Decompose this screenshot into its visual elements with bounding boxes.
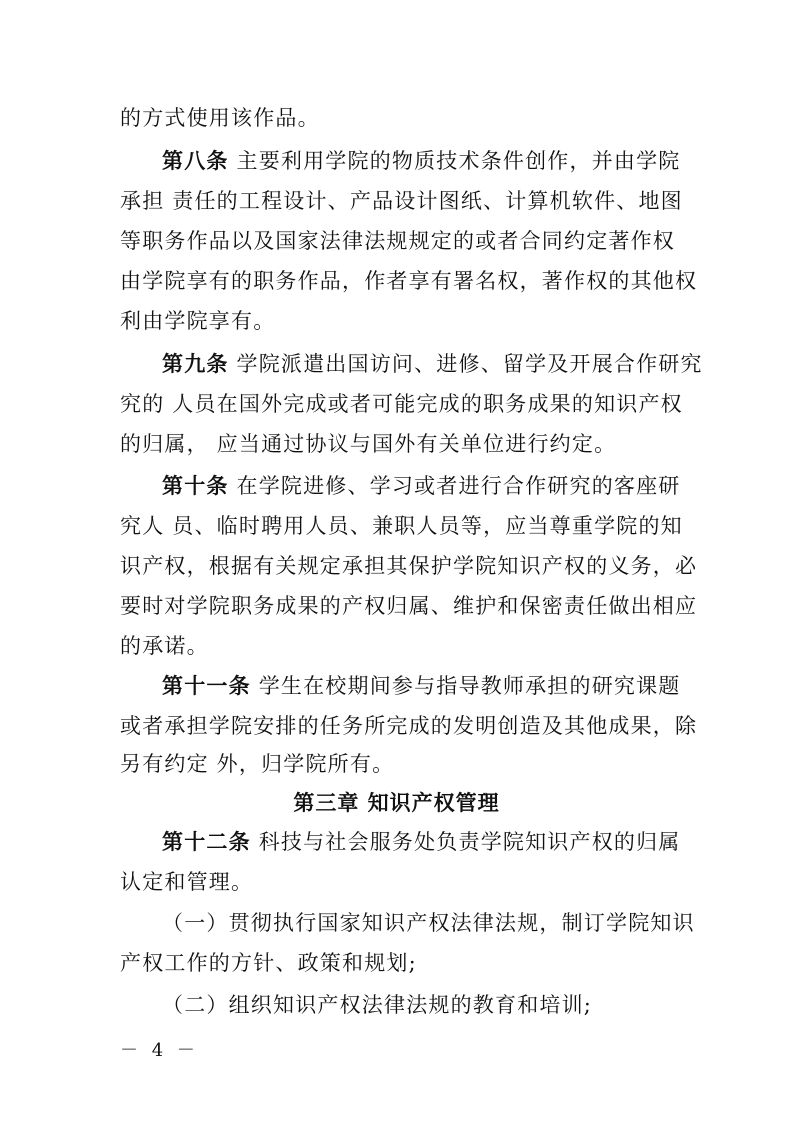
article-12-first-line — [162, 822, 680, 862]
line-text: 或者承担学院安排的任务所完成的发明创造及其他成果，除 — [120, 714, 698, 738]
list-item — [162, 903, 695, 943]
line-text: 的承诺。 — [120, 634, 209, 658]
line-text: 主要利用学院的物质技术条件创作，并由学院 — [236, 149, 681, 173]
text-line — [120, 506, 683, 546]
article-10-first-line — [162, 466, 680, 506]
chapter-title: 第三章 知识产权管理 — [293, 791, 500, 815]
line-text: 科技与社会服务处负责学院知识产权的归属 — [258, 830, 681, 854]
line-text: 产权工作的方针、政策和规划; — [120, 951, 417, 975]
line-text: 的方式使用该作品。 — [120, 106, 320, 130]
text-line — [120, 424, 680, 464]
line-text: （一）贯彻执行国家知识产权法律法规，制订学院知识 — [162, 911, 695, 935]
line-text: 究人 员、临时聘用人员、兼职人员等，应当尊重学院的知 — [120, 514, 683, 538]
text-line — [120, 744, 680, 784]
text-line — [120, 261, 698, 301]
line-text: 学生在校期间参与指导教师承担的研究课题 — [258, 674, 681, 698]
line-text: 学院派遣出国访问、进修、留学及开展合作研究 — [236, 352, 703, 376]
text-line — [120, 706, 698, 746]
article-9-label: 第九条 — [162, 352, 229, 376]
line-text: （二）组织知识产权法律法规的教育和培训; — [162, 993, 593, 1017]
article-8-label: 第八条 — [162, 149, 229, 173]
line-text: 在学院进修、学习或者进行合作研究的客座研 — [236, 474, 681, 498]
line-text: 的归属， 应当通过协议与国外有关单位进行约定。 — [120, 432, 617, 456]
text-line — [120, 301, 680, 341]
text-line — [120, 586, 698, 626]
text-line — [120, 384, 683, 424]
line-text: 利由学院享有。 — [120, 309, 276, 333]
text-line — [120, 221, 680, 261]
line-text: 由学院享有的职务作品，作者享有署名权，著作权的其他权 — [120, 269, 698, 293]
text-line — [120, 943, 680, 983]
article-12-label: 第十二条 — [162, 830, 251, 854]
article-8-first-line — [162, 141, 680, 181]
list-item — [162, 985, 680, 1025]
line-text: 认定和管理。 — [120, 870, 254, 894]
line-text: 另有约定 外，归学院所有。 — [120, 752, 395, 776]
page-number: － 4 － — [120, 1040, 199, 1061]
line-text: 究的 人员在国外完成或者可能完成的职务成果的知识产权 — [120, 392, 683, 416]
line-text: 要时对学院职务成果的产权归属、维护和保密责任做出相应 — [120, 594, 698, 618]
article-9-first-line — [162, 344, 703, 384]
article-10-label: 第十条 — [162, 474, 229, 498]
article-11-label: 第十一条 — [162, 674, 251, 698]
article-11-first-line — [162, 666, 680, 706]
line-text: 等职务作品以及国家法律法规规定的或者合同约定著作权 — [120, 229, 675, 253]
text-line — [120, 626, 680, 666]
text-line — [120, 546, 698, 586]
text-line — [120, 862, 680, 902]
text-line — [120, 181, 683, 221]
line-text: 识产权，根据有关规定承担其保护学院知识产权的义务，必 — [120, 554, 698, 578]
text-line — [120, 98, 680, 138]
line-text: 承担 责任的工程设计、产品设计图纸、计算机软件、地图 — [120, 189, 683, 213]
